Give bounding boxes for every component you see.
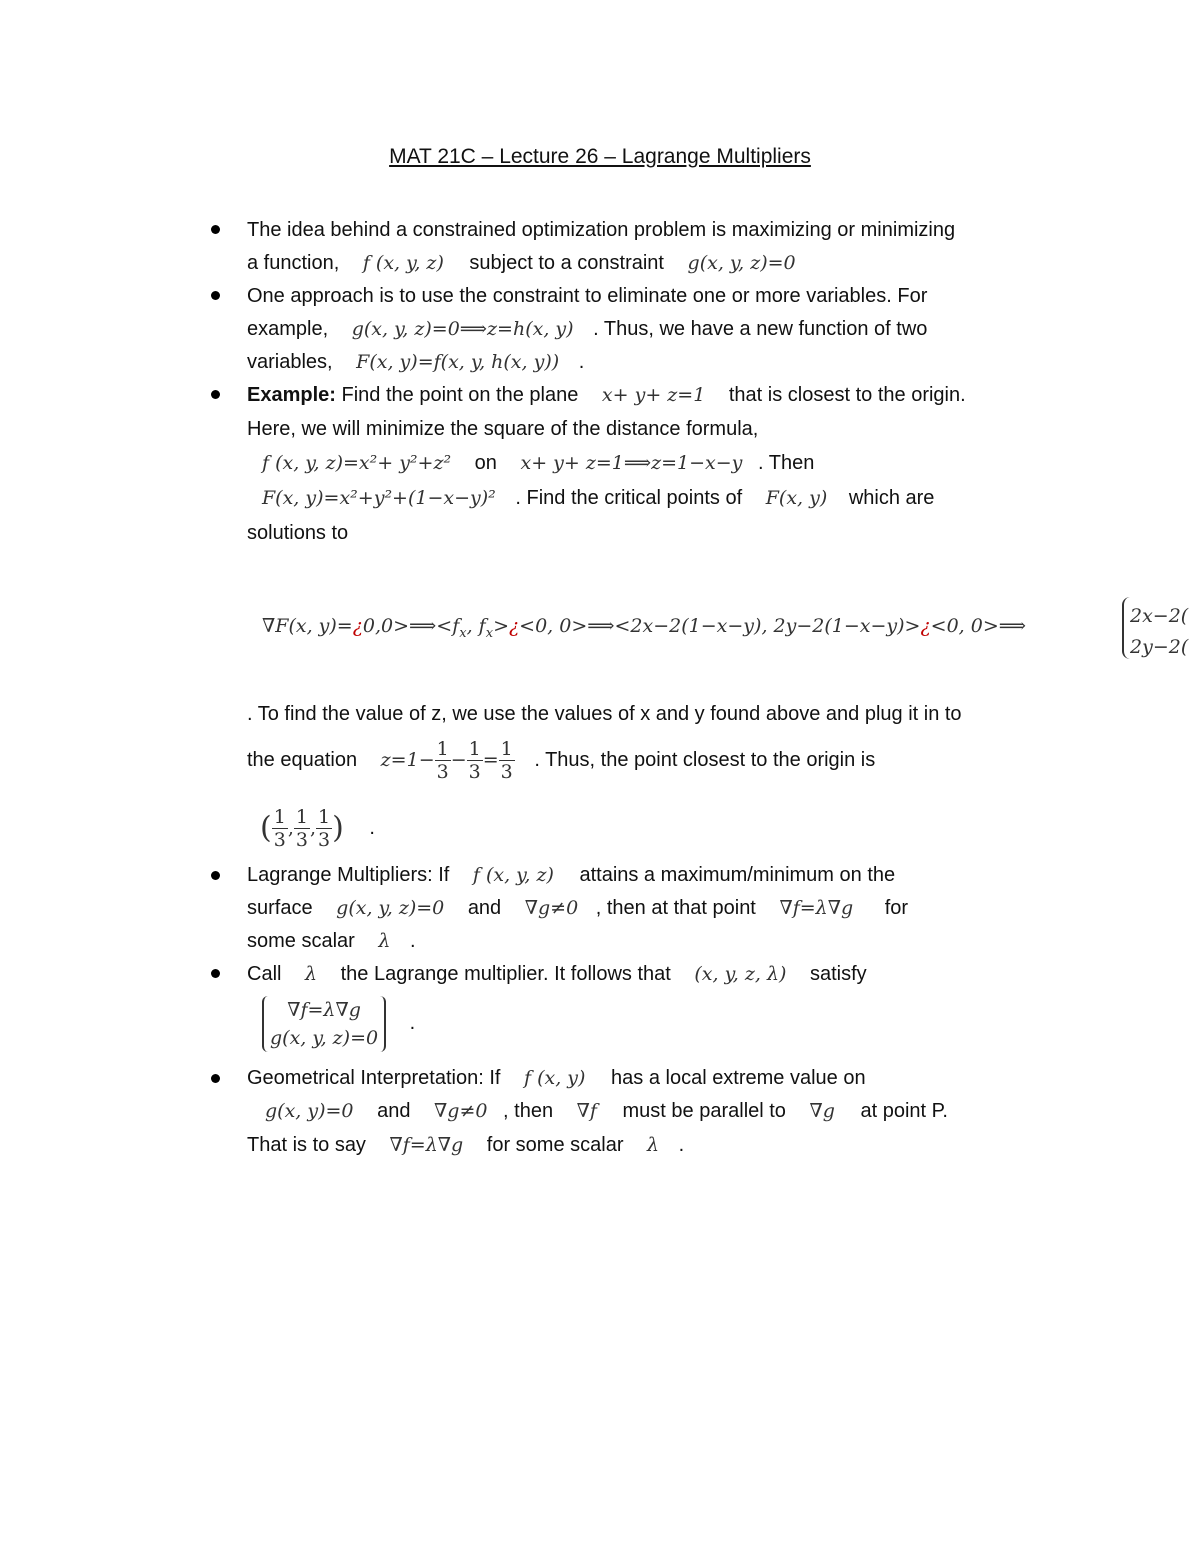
numerator: 1	[295, 806, 308, 828]
b3-line-3	[262, 450, 814, 476]
text: . Thus, we have a new function of two	[593, 318, 928, 340]
closest-point	[260, 806, 375, 851]
text: Lagrange Multipliers: If	[247, 864, 450, 886]
text: attains a maximum/minimum on the	[579, 864, 896, 886]
fraction	[467, 738, 483, 783]
b3-line-7: . To find the value of z, we use the values of x and y found above and plug it in to	[247, 703, 962, 725]
gradient-equation	[262, 613, 1026, 647]
denominator: 3	[318, 829, 331, 851]
text: variables,	[247, 351, 333, 373]
comma: ,	[309, 816, 316, 839]
comma: ,	[287, 816, 294, 839]
bullet-6	[211, 1074, 220, 1083]
text: which are	[848, 487, 935, 509]
text: Geometrical Interpretation: If	[247, 1067, 501, 1089]
math-f: f (x, y)	[524, 1067, 586, 1089]
math-error-glyph: ¿	[920, 615, 931, 637]
text: a function,	[247, 252, 340, 274]
b4-line-1	[247, 862, 895, 888]
system-row-2: g(x, y, z)=0	[270, 1027, 379, 1049]
text: , then at that point	[595, 897, 756, 919]
text: , then	[503, 1100, 554, 1122]
system-row-1: 2x−2(	[1130, 605, 1189, 627]
denominator: 3	[273, 829, 286, 851]
b6-line-1	[247, 1065, 866, 1091]
bullet-2	[211, 291, 220, 300]
text: must be parallel to	[622, 1100, 786, 1122]
b4-line-2	[247, 895, 908, 921]
math-lambda: λ	[305, 963, 318, 985]
system-matrix	[262, 996, 386, 1052]
b6-line-2	[265, 1098, 948, 1124]
math-error-glyph: ¿	[508, 615, 520, 637]
text: . Then	[757, 452, 815, 474]
numerator: 1	[273, 806, 286, 828]
math-nf: ∇f	[576, 1100, 597, 1122]
math-ng: ∇g	[809, 1100, 835, 1122]
text: on	[474, 452, 497, 474]
b6-line-3	[247, 1132, 684, 1158]
math-error-glyph: ¿	[352, 615, 363, 637]
math-sub: x+ y+ z=1⟹z=1−x−y	[520, 452, 743, 474]
text: .	[678, 1134, 685, 1156]
bullet-3	[211, 390, 220, 399]
b1-line-2	[247, 250, 796, 276]
numerator: 1	[318, 806, 331, 828]
math-sub: x	[485, 626, 494, 641]
numerator: 1	[500, 738, 513, 760]
math-plane: x+ y+ z=1	[601, 384, 706, 406]
fraction	[272, 806, 288, 851]
numerator: 1	[436, 738, 449, 760]
math: ∇F(x, y)=	[262, 615, 353, 637]
text: for	[884, 897, 909, 919]
math: >	[493, 615, 509, 637]
page-title: MAT 21C – Lecture 26 – Lagrange Multipliers	[389, 145, 811, 168]
math-F: F(x, y)=x²+y²+(1−x−y)²	[262, 487, 496, 509]
paren: (	[260, 810, 272, 846]
text: .	[369, 816, 375, 839]
math-g: g(x, y, z)=0	[687, 252, 796, 274]
bullet-4	[211, 871, 220, 880]
fraction	[294, 806, 310, 851]
b3-line-8	[247, 738, 875, 783]
b1-line-1: The idea behind a constrained optimization problem is maximizing or minimizing	[247, 219, 956, 241]
b3-line-5: solutions to	[247, 522, 349, 544]
math-cond: ∇f=λ∇g	[389, 1134, 464, 1156]
b3-line-4	[262, 485, 934, 511]
b5-line-1	[247, 961, 867, 987]
math-cond: ∇f=λ∇g	[779, 897, 854, 919]
fraction	[316, 806, 332, 851]
math: <0, 0>⟹<2x−2(1−x−y), 2y−2(1−x−y)>	[519, 615, 921, 637]
text: example,	[247, 318, 329, 340]
math-ng: ∇g≠0	[524, 897, 579, 919]
paren: )	[332, 810, 344, 846]
math-tuple: (x, y, z, λ)	[694, 963, 787, 985]
text: and	[467, 897, 502, 919]
math: z=1−	[380, 748, 435, 771]
bullet-1	[211, 225, 220, 234]
text: That is to say	[247, 1134, 366, 1156]
text: the equation	[247, 748, 358, 771]
numerator: 1	[468, 738, 481, 760]
text: that is closest to the origin.	[728, 384, 966, 406]
denominator: 3	[295, 829, 308, 851]
math-f: f (x, y, z)	[362, 252, 444, 274]
math-Fxy: F(x, y)	[765, 487, 828, 509]
text: satisfy	[809, 963, 867, 985]
b4-line-3	[247, 928, 416, 954]
math: −	[450, 748, 467, 771]
math-eq: F(x, y)=f(x, y, h(x, y))	[356, 351, 560, 373]
text: subject to a constraint	[469, 252, 664, 274]
math-g: g(x, y)=0	[265, 1100, 354, 1122]
math: 0,0>⟹<f	[362, 615, 460, 637]
math-f: f (x, y, z)=x²+ y²+z²	[262, 452, 452, 474]
math-g: g(x, y, z)=0	[336, 897, 445, 919]
math-sub: x	[459, 626, 467, 641]
fraction	[435, 738, 451, 783]
math-lambda: λ	[647, 1134, 660, 1156]
bullet-5	[211, 969, 220, 978]
text: .	[409, 930, 416, 952]
denominator: 3	[500, 761, 513, 783]
example-label: Example:	[247, 384, 336, 406]
text: surface	[247, 897, 313, 919]
math: <0, 0>⟹	[930, 615, 1027, 637]
text: and	[377, 1100, 411, 1122]
fraction	[499, 738, 515, 783]
text: some scalar	[247, 930, 355, 952]
text: . Find the critical points of	[515, 487, 743, 509]
text: .	[409, 1012, 416, 1035]
b2-line-3	[247, 349, 584, 375]
b2-line-1: One approach is to use the constraint to eliminate one or more variables. For	[247, 285, 928, 307]
text: the Lagrange multiplier. It follows that	[340, 963, 671, 985]
math-eq: g(x, y, z)=0⟹z=h(x, y)	[351, 318, 574, 340]
text: Call	[247, 963, 282, 985]
b2-line-2	[247, 316, 927, 342]
math-f: f (x, y, z)	[472, 864, 554, 886]
text: has a local extreme value on	[611, 1067, 866, 1089]
text: .	[578, 351, 585, 373]
system-row-1: ∇f=λ∇g	[287, 999, 361, 1021]
denominator: 3	[436, 761, 449, 783]
text: Find the point on the plane	[341, 384, 579, 406]
math-lambda: λ	[378, 930, 391, 952]
text: . Thus, the point closest to the origin is	[534, 748, 876, 771]
denominator: 3	[468, 761, 481, 783]
b3-line-1	[247, 382, 966, 408]
text: at point P.	[860, 1100, 948, 1122]
lagrange-system	[262, 996, 415, 1052]
system-row-2: 2y−2(	[1130, 636, 1189, 658]
text: for some scalar	[486, 1134, 624, 1156]
math: =	[482, 748, 499, 771]
math: , f	[466, 615, 486, 637]
b3-line-2: Here, we will minimize the square of the distance formula,	[247, 418, 759, 440]
math-ng: ∇g≠0	[434, 1100, 488, 1122]
